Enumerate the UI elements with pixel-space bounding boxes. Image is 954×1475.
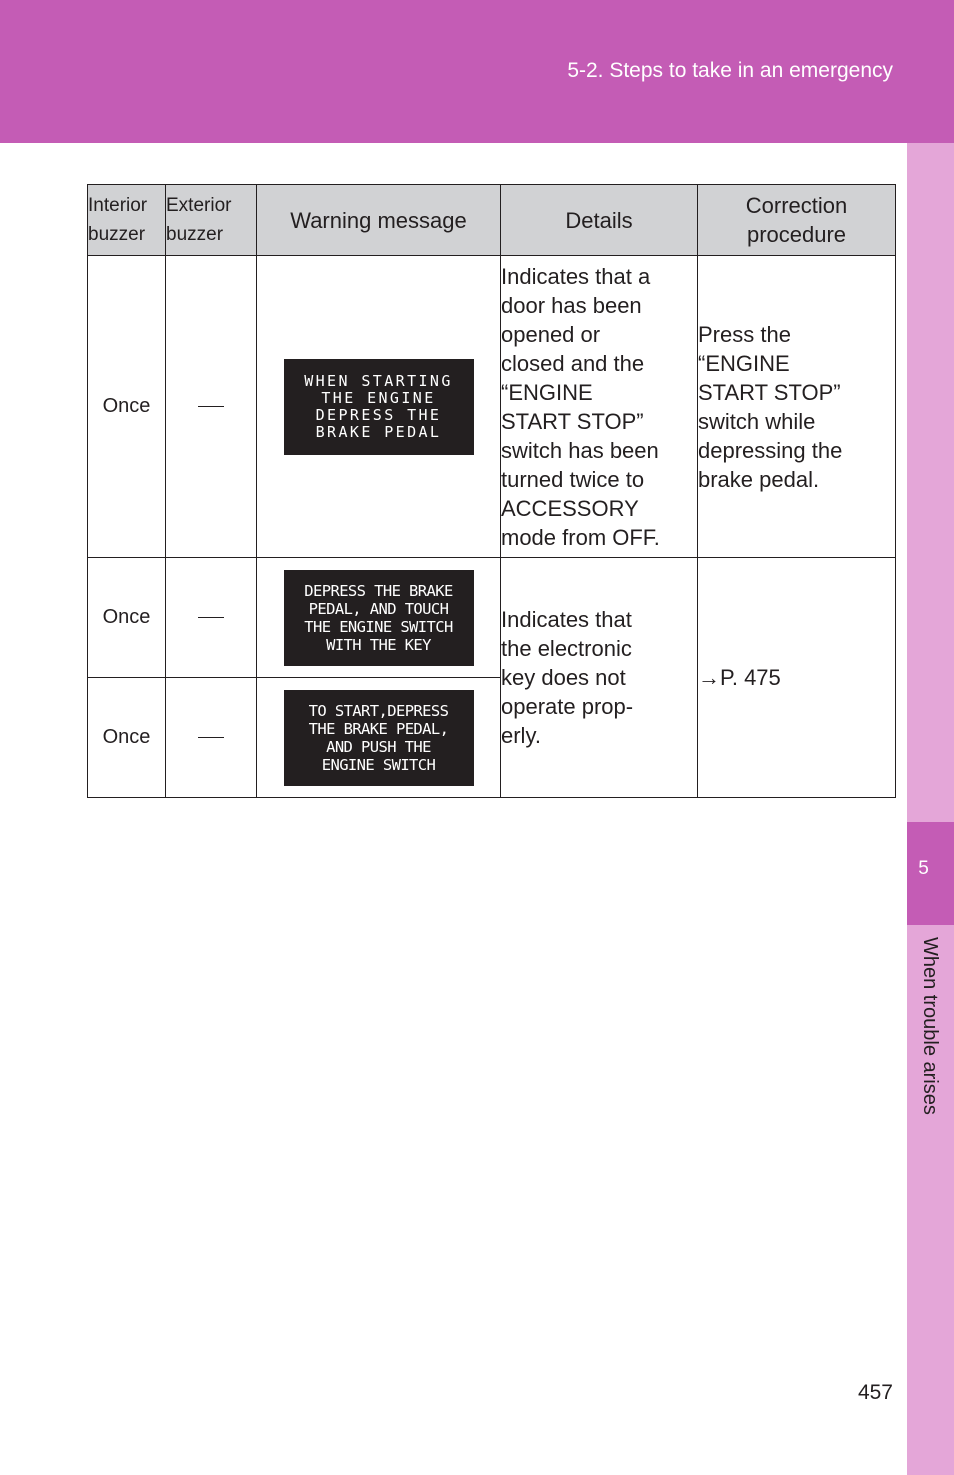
dash-icon bbox=[198, 406, 224, 407]
exterior-buzzer-cell bbox=[166, 256, 257, 558]
lcd-warning-display: WHEN STARTING THE ENGINE DEPRESS THE BRAKE PEDAL bbox=[284, 359, 474, 455]
header-interior-buzzer: Interior buzzer bbox=[88, 185, 166, 256]
dash-icon bbox=[198, 617, 224, 618]
details-cell: Indicates that a door has been opened or closed and the “ENGINE START STOP” switch has been turned twice to ACCESSORY mode from OFF. bbox=[501, 256, 698, 558]
section-title: 5-2. Steps to take in an emergency bbox=[567, 59, 893, 82]
details-cell: Indicates that the electronic key does not operate prop- erly. bbox=[501, 558, 698, 798]
table-header-row bbox=[88, 185, 896, 256]
correction-cell bbox=[698, 558, 896, 798]
correction-cell: Press the “ENGINE START STOP” switch while depressing the brake pedal. bbox=[698, 256, 896, 558]
page-reference-link[interactable]: →P. 475 bbox=[698, 665, 781, 690]
chapter-number: 5 bbox=[918, 858, 929, 879]
interior-buzzer-cell: Once bbox=[88, 558, 166, 678]
header-details: Details bbox=[501, 185, 698, 256]
chapter-side-strip bbox=[907, 143, 954, 1475]
interior-buzzer-cell: Once bbox=[88, 256, 166, 558]
table-row bbox=[88, 558, 896, 678]
header-correction-procedure: Correction procedure bbox=[698, 185, 896, 256]
table-row bbox=[88, 256, 896, 558]
header-exterior-buzzer: Exterior buzzer bbox=[166, 185, 257, 256]
warning-table bbox=[87, 184, 896, 798]
warning-message-cell bbox=[257, 256, 501, 558]
chapter-label: When trouble arises bbox=[919, 937, 941, 1115]
header-warning-message: Warning message bbox=[257, 185, 501, 256]
exterior-buzzer-cell bbox=[166, 558, 257, 678]
page-header bbox=[0, 0, 954, 143]
lcd-warning-display: DEPRESS THE BRAKE PEDAL, AND TOUCH THE ENGINE SWITCH WITH THE KEY bbox=[284, 570, 474, 666]
interior-buzzer-cell: Once bbox=[88, 678, 166, 798]
warning-message-cell bbox=[257, 558, 501, 678]
page-number: 457 bbox=[857, 1381, 893, 1404]
lcd-warning-display: TO START,DEPRESS THE BRAKE PEDAL, AND PUSH THE ENGINE SWITCH bbox=[284, 690, 474, 786]
exterior-buzzer-cell bbox=[166, 678, 257, 798]
warning-message-cell bbox=[257, 678, 501, 798]
dash-icon bbox=[198, 737, 224, 738]
